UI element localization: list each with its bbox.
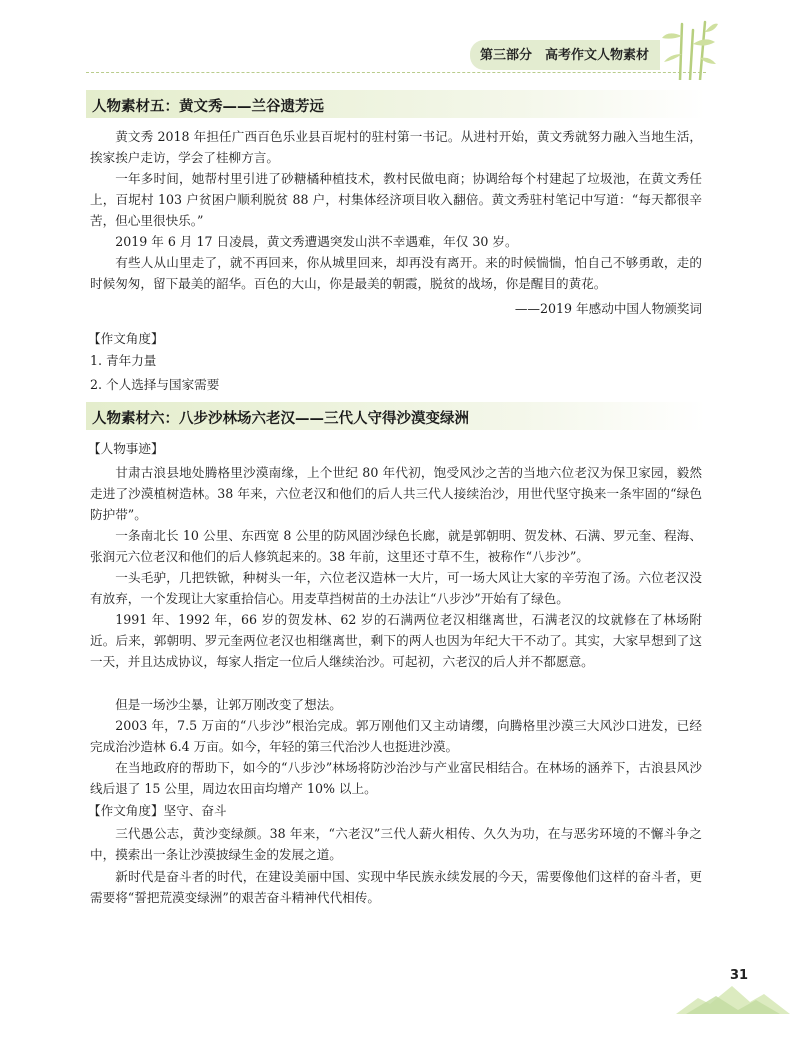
section-title-material-6	[86, 402, 706, 430]
paragraph: 有些人从山里走了，就不再回来，你从城里回来，却再没有离开。来的时候惴惴，怕自己不够勇敢，走的时候匆匆，留下最美的韶华。百色的大山，你是最美的朝霞，脱贫的战场，你是醒目的黄花。	[90, 255, 702, 291]
paragraph: 但是一场沙尘暴，让郭万刚改变了想法。	[115, 697, 342, 712]
writing-angle-label: 【作文角度】	[88, 331, 164, 346]
paragraph: 2003 年，7.5 万亩的“八步沙”根治完成。郭万刚他们又主动请缨，向腾格里沙漠三大风沙口进发，已经完成治沙造林 6.4 万亩。如今，年轻的第三代治沙人也挺进沙漠。	[90, 718, 702, 754]
award-citation-source: ——2019 年感动中国人物颁奖词	[514, 301, 702, 316]
paragraph: 2019 年 6 月 17 日凌晨，黄文秀遭遇突发山洪不幸遇难，年仅 30 岁。	[115, 234, 518, 249]
page-number: 31	[730, 968, 749, 983]
paragraph: 在当地政府的帮助下，如今的“八步沙”林场将防沙治沙与产业富民相结合。在林场的涵养下，古浪县风沙线后退了 15 公里，周边农田亩均增产 10% 以上。	[90, 760, 702, 796]
bamboo-icon	[660, 18, 718, 80]
paragraph: 一条南北长 10 公里、东西宽 8 公里的防风固沙绿色长廊，就是郭朝明、贺发林、石满、罗元奎、程海、张润元六位老汉和他们的后人修筑起来的。38 年前，这里还寸草不生，被称作“八步沙”。	[90, 528, 702, 564]
paragraph: 新时代是奋斗者的时代，在建设美丽中国、实现中华民族永续发展的今天，需要像他们这样的奋斗者，更需要将“誓把荒漠变绿洲”的艰苦奋斗精神代代相传。	[90, 869, 702, 905]
section-title-text: 人物素材六：八步沙林场六老汉——三代人守得沙漠变绿洲	[92, 411, 469, 427]
paragraph: 黄文秀 2018 年担任广西百色乐业县百坭村的驻村第一书记。从进村开始，黄文秀就努力融入当地生活，挨家挨户走访，学会了桂柳方言。	[90, 129, 702, 165]
mountains-icon	[676, 984, 790, 1014]
section-title-material-5	[86, 90, 706, 118]
paragraph: 1991 年、1992 年，66 岁的贺发林、62 岁的石满两位老汉相继离世，石满老汉的坟就修在了林场附近。后来，郭朝明、罗元奎两位老汉也相继离世，剩下的两人也因为年纪大干不动了。其实，大家早想到了这一天，并且达成协议，每家人指定一位后人继续治沙。可起初，六老汉的后人并不都愿意。	[90, 612, 702, 669]
paragraph: 甘肃古浪县地处腾格里沙漠南缘，上个世纪 80 年代初，饱受风沙之苦的当地六位老汉为保卫家园，毅然走进了沙漠植树造林。38 年来，六位老汉和他们的后人共三代人接续治沙，用世代坚守换来一条牢固的“绿色防护带”。	[90, 465, 702, 522]
writing-angle-item: 2. 个人选择与国家需要	[90, 377, 220, 392]
writing-angle-line: 【作文角度】坚守、奋斗	[88, 803, 227, 818]
section-title-text: 人物素材五：黄文秀——兰谷遗芳远	[92, 99, 324, 115]
paragraph: 三代愚公志，黄沙变绿颜。38 年来，“六老汉”三代人薪火相传、久久为功，在与恶劣环境的不懈斗争之中，摸索出一条让沙漠披绿生金的发展之道。	[90, 826, 702, 862]
writing-angle-item: 1. 青年力量	[90, 353, 157, 368]
facts-label: 【人物事迹】	[88, 441, 164, 456]
header-divider	[86, 72, 706, 73]
paragraph: 一头毛驴，几把铁锨，种树头一年，六位老汉造林一大片，可一场大风让大家的辛劳泡了汤。六位老汉没有放弃，一个发现让大家重拾信心。用麦草挡树苗的土办法让“八步沙”开始有了绿色。	[90, 570, 702, 606]
paragraph: 一年多时间，她帮村里引进了砂糖橘种植技术，教村民做电商；协调给每个村建起了垃圾池，在黄文秀任上，百坭村 103 户贫困户顺利脱贫 88 户，村集体经济项目收入翻倍。黄文秀驻村笔记中写道：“每天都很辛苦，但心里很快乐。”	[90, 171, 702, 228]
header-section-title: 第三部分 高考作文人物素材	[480, 48, 650, 63]
